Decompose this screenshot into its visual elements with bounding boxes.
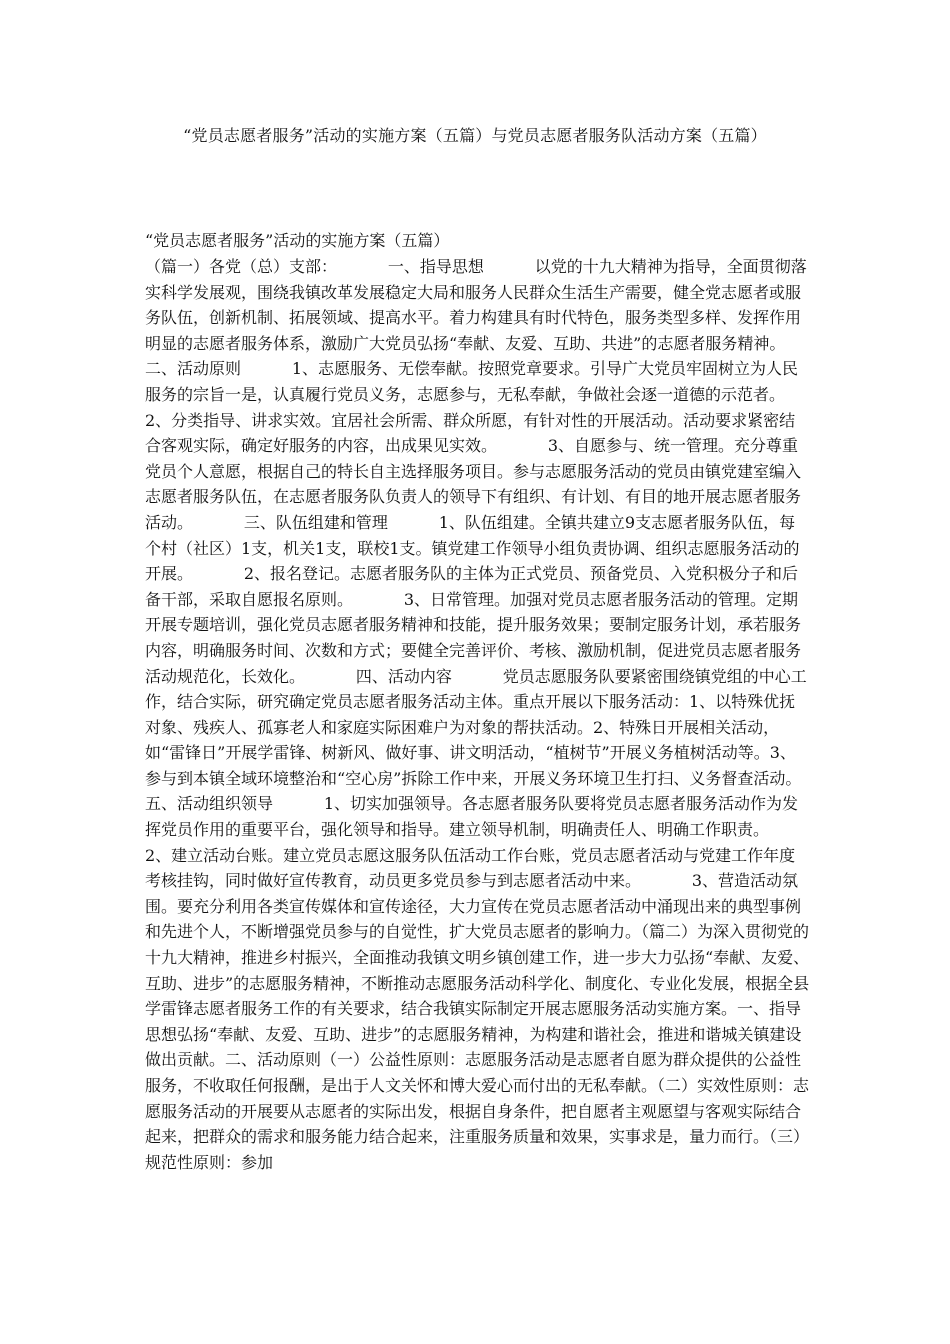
body-paragraph: （篇一）各党（总）支部： 一、指导思想 以党的十九大精神为指导，全面贯彻落实科学发展观，围绕我镇改革发展稳定大局和服务人民群众生活生产需要，健全党志愿者或服务队伍，创新机制、拓展领域、提高水平。着力构建具有时代特色，服务类型多样、发挥作用明显的志愿者服务体系，激励广大党员弘扬“奉献、友爱、互助、共进”的志愿者服务精神。 二、活动原则 1、志愿服务、无偿奉献。按照党章要求。引导广大党员牢固树立为人民服务的宗旨一是，认真履行党员义务，志愿参与，无私奉献，争做社会逐一道德的示范者。 2、分类指导、讲求实效。宜居社会所需、群众所愿，有针对性的开展活动。活动要求紧密结合客观实际，确定好服务的内容，出成果见实效。 3、自愿参与、统一管理。充分尊重党员个人意愿，根据自己的特长自主选择服务项目。参与志愿服务活动的党员由镇党建室编入志愿者服务队伍，在志愿者服务队负责人的领导下有组织、有计划、有目的地开展志愿者服务活动。 三、队伍组建和管理 1、队伍组建。全镇共建立9支志愿者服务队伍，每个村（社区）1支，机关1支，联校1支。镇党建工作领导小组负责协调、组织志愿服务活动的开展。 2、报名登记。志愿者服务队的主体为正式党员、预备党员、入党积极分子和后备干部，采取自愿报名原则。 3、日常管理。加强对党员志愿者服务活动的管理。定期开展专题培训，强化党员志愿者服务精神和技能，提升服务效果；要制定服务计划，承若服务内容，明确服务时间、次数和方式；要健全完善评价、考核、激励机制，促进党员志愿者服务活动规范化，长效化。 四、活动内容 党员志愿服务队要紧密围绕镇党组的中心工作，结合实际，研究确定党员志愿者服务活动主体。重点开展以下服务活动：1、以特殊优抚对象、残疾人、孤寡老人和家庭实际困难户为对象的帮扶活动。2、特殊日开展相关活动，如“雷锋日”开展学雷锋、树新风、做好事、讲文明活动，“植树节”开展义务植树活动等。3、参与到本镇全域环境整治和“空心房”拆除工作中来，开展义务环境卫生打扫、义务督查活动。 五、活动组织领导 1、切实加强领导。各志愿者服务队要将党员志愿者服务活动作为发挥党员作用的重要平台，强化领导和指导。建立领导机制，明确责任人、明确工作职责。 2、建立活动台账。建立党员志愿这服务队伍活动工作台账，党员志愿者活动与党建工作年度考核挂钩，同时做好宣传教育，动员更多党员参与到志愿者活动中来。 3、营造活动氛围。要充分利用各类宣传媒体和宣传途径，大力宣传在党员志愿者活动中涌现出来的典型事例和先进个人，不断增强党员参与的自觉性，扩大党员志愿者的影响力。（篇二）为深入贯彻党的十九大精神，推进乡村振兴，全面推动我镇文明乡镇创建工作，进一步大力弘扬“奉献、友爱、互助、进步”的志愿服务精神，不断推动志愿服务活动科学化、制度化、专业化发展，根据全县学雷锋志愿者服务工作的有关要求，结合我镇实际制定开展志愿服务活动实施方案。一、指导思想弘扬“奉献、友爱、互助、进步”的志愿服务精神，为构建和谐社会，推进和谐城关镇建设做出贡献。二、活动原则（一）公益性原则：志愿服务活动是志愿者自愿为群众提供的公益性服务，不收取任何报酬，是出于人文关怀和博大爱心而付出的无私奉献。（二）实效性原则：志愿服务活动的开展要从志愿者的实际出发，根据自身条件，把自愿者主观愿望与客观实际结合起来，把群众的需求和服务能力结合起来，注重服务质量和效果，实事求是，量力而行。（三）规范性原则：参加 — [145, 257, 853, 1172]
document-title: “党员志愿者服务”活动的实施方案（五篇）与党员志愿者服务队活动方案（五篇） — [183, 126, 767, 145]
section-title: “党员志愿者服务”活动的实施方案（五篇） — [145, 231, 450, 250]
